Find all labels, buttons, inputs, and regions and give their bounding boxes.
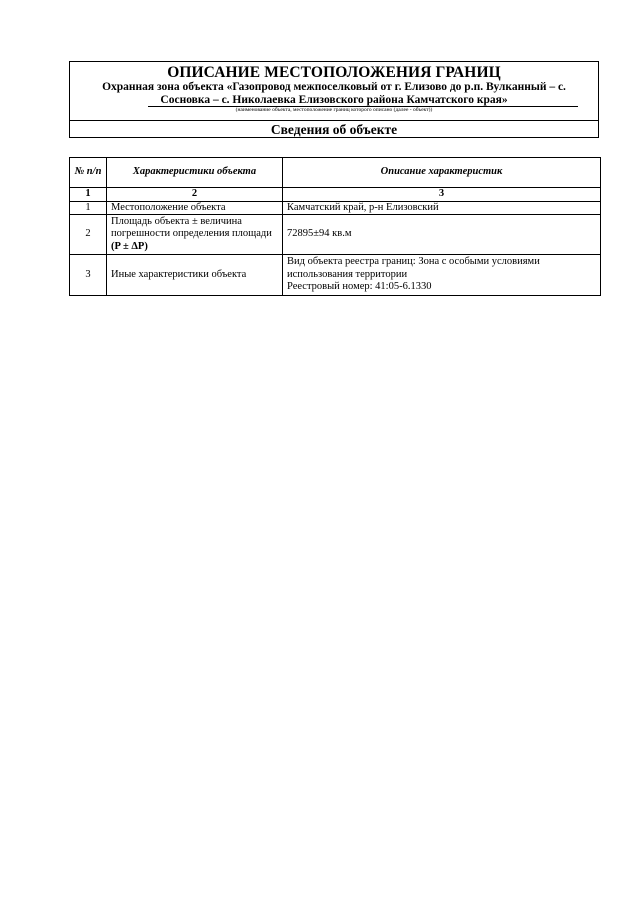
section-title: Сведения об объекте [270,122,398,137]
row-characteristic: Иные характеристики объекта [107,255,283,296]
document-title: ОПИСАНИЕ МЕСТОПОЛОЖЕНИЯ ГРАНИЦ [167,64,501,81]
row-characteristic-text: Площадь объекта ± величина погрешности определения площади [111,215,272,240]
row-characteristic-formula: (P ± ΔP) [111,240,148,252]
column-number-2: 2 [107,188,283,202]
table-row [70,255,601,296]
row-description-line: Реестровый номер: 41:05-6.1330 [287,281,432,293]
object-name-line-2: Сосновка – с. Николаевка Елизовского района Камчатского края» [160,94,508,106]
row-description [283,255,601,296]
row-number: 2 [70,215,107,255]
table-header-row [70,158,601,188]
object-name-line-1: Охранная зона объекта «Газопровод межпоселковый от г. Елизово до р.п. Вулканный – с. [102,81,566,93]
row-characteristic [107,215,283,255]
column-number-1: 1 [70,188,107,202]
object-info-table [69,157,601,296]
header-title-block [70,62,598,121]
column-number-row [70,188,601,202]
row-description-line: Вид объекта реестра границ: Зона с особыми условиями использования территории [287,256,540,280]
object-name-caption: (наименование объекта, местоположение границ которого описано (далее - объект)) [235,107,433,113]
column-header-characteristic: Характеристики объекта [107,158,283,188]
row-number: 3 [70,255,107,296]
row-characteristic: Местоположение объекта [107,201,283,215]
column-header-description: Описание характеристик [283,158,601,188]
table-row [70,201,601,215]
header-box [69,61,599,138]
row-description: Камчатский край, р-н Елизовский [283,201,601,215]
column-number-3: 3 [283,188,601,202]
column-header-number: № п/п [70,158,107,188]
table-row [70,215,601,255]
row-number: 1 [70,201,107,215]
row-description: 72895±94 кв.м [283,215,601,255]
